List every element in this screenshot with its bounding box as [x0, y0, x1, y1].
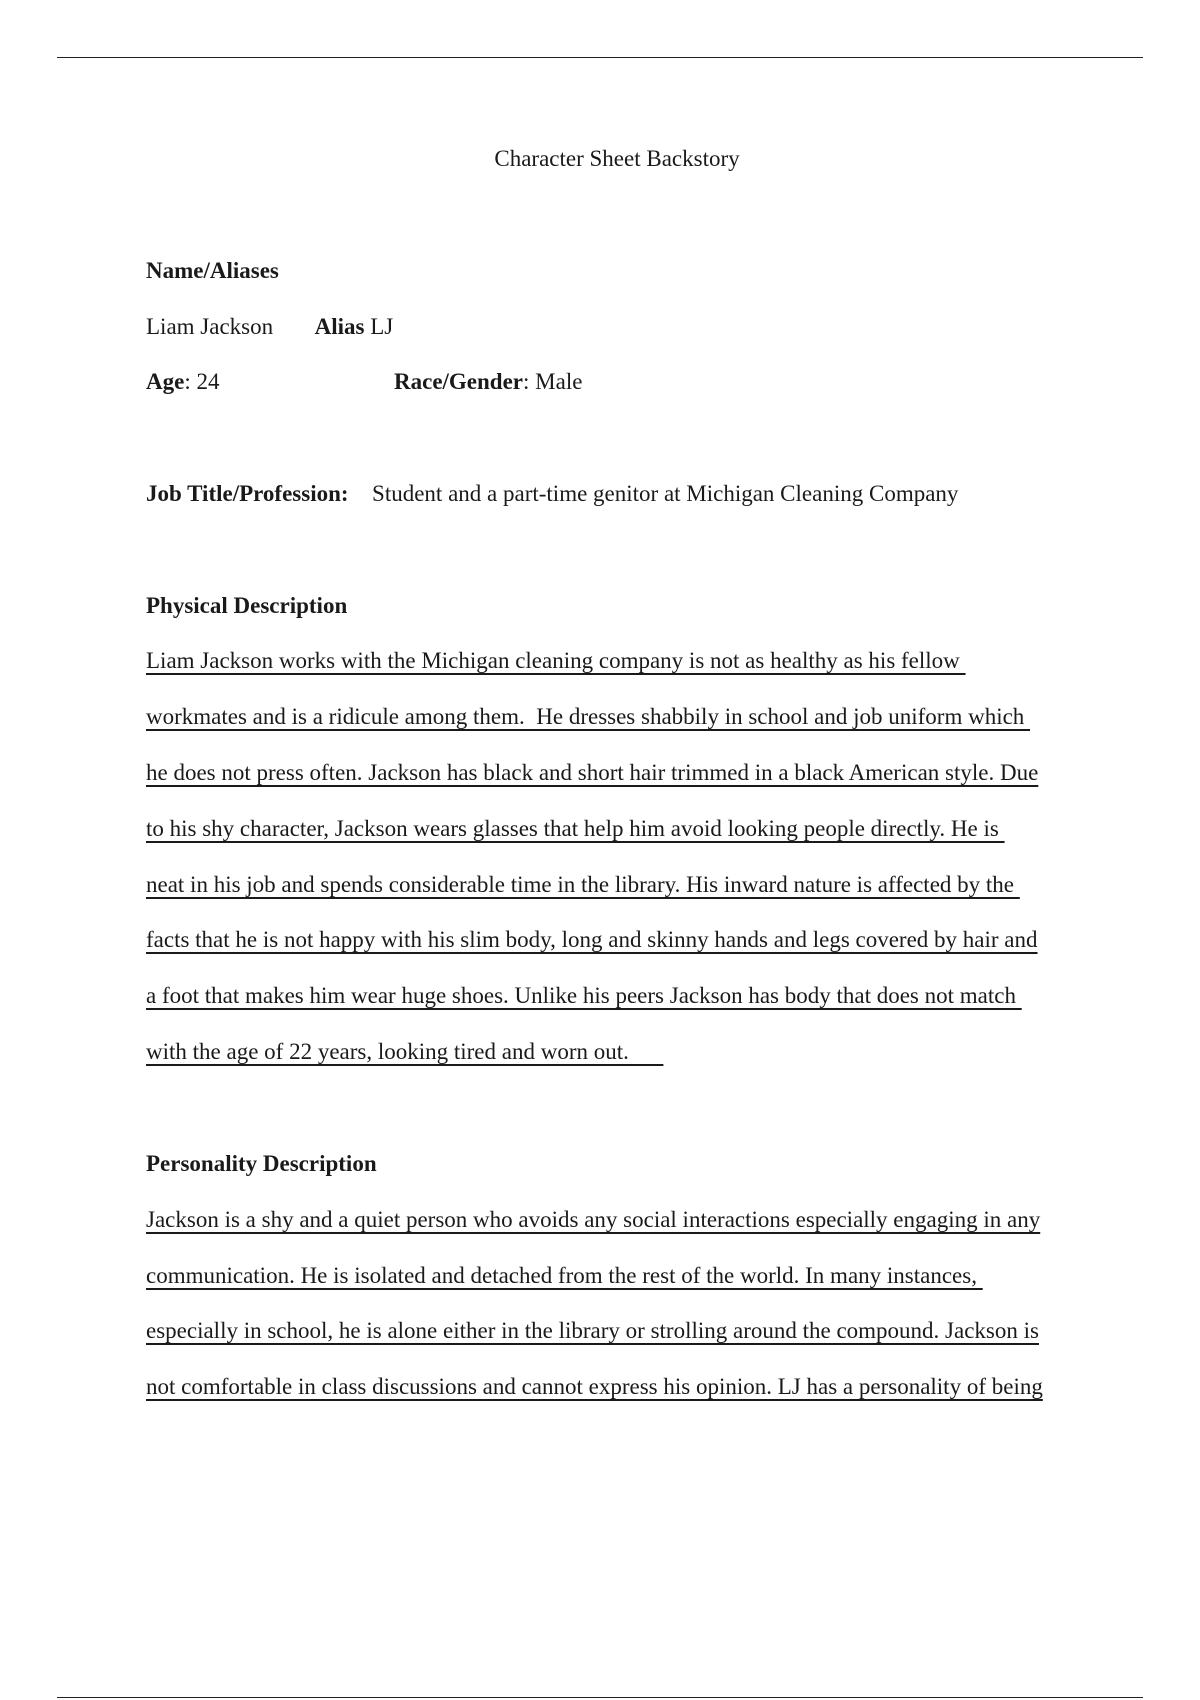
- physical-line-3: he does not press often. Jackson has black and short hair trimmed in a black American style. Due: [146, 760, 1039, 785]
- race-gender-value: : Male: [523, 369, 583, 394]
- alias-value: LJ: [364, 314, 394, 339]
- name-line: [146, 314, 393, 340]
- physical-line-8: with the age of 22 years, looking tired and worn out.: [146, 1039, 664, 1064]
- name-aliases-heading: Name/Aliases: [146, 258, 279, 283]
- personality-line-2: communication. He is isolated and detached from the rest of the world. In many instances,: [146, 1263, 983, 1288]
- age-value: : 24: [184, 369, 220, 394]
- job-value: Student and a part-time genitor at Michigan Cleaning Company: [372, 481, 959, 506]
- physical-line-5: neat in his job and spends considerable time in the library. His inward nature is affected by the: [146, 872, 1020, 897]
- physical-line-1: Liam Jackson works with the Michigan cleaning company is not as healthy as his fellow: [146, 648, 966, 673]
- top-rule: [57, 57, 1143, 58]
- age-label: Age: [146, 369, 185, 394]
- physical-line-7: a foot that makes him wear huge shoes. Unlike his peers Jackson has body that does not match: [146, 983, 1022, 1008]
- physical-line-4: to his shy character, Jackson wears glasses that help him avoid looking people directly. He is: [146, 816, 1005, 841]
- personality-description-heading: Personality Description: [146, 1151, 377, 1176]
- personality-line-3: especially in school, he is alone either in the library or strolling around the compound. Jackson is: [146, 1318, 1039, 1343]
- personality-line-1: Jackson is a shy and a quiet person who avoids any social interactions especially engaging in any: [146, 1207, 1041, 1232]
- race-gender-label: Race/Gender: [394, 369, 524, 394]
- age-line: [146, 369, 219, 395]
- alias-label: Alias: [314, 314, 365, 339]
- physical-line-6: facts that he is not happy with his slim body, long and skinny hands and legs covered by hair and: [146, 927, 1038, 952]
- personality-line-4: not comfortable in class discussions and cannot express his opinion. LJ has a personality of being: [146, 1374, 1043, 1399]
- character-name: Liam Jackson: [146, 314, 274, 339]
- job-line: [146, 481, 958, 507]
- bottom-rule: [57, 1697, 1143, 1698]
- job-label: Job Title/Profession:: [146, 481, 349, 506]
- document-title: Character Sheet Backstory: [494, 146, 740, 171]
- physical-description-heading: Physical Description: [146, 593, 348, 618]
- physical-line-2: workmates and is a ridicule among them. He dresses shabbily in school and job uniform which: [146, 704, 1031, 729]
- race-gender-line: [394, 369, 582, 395]
